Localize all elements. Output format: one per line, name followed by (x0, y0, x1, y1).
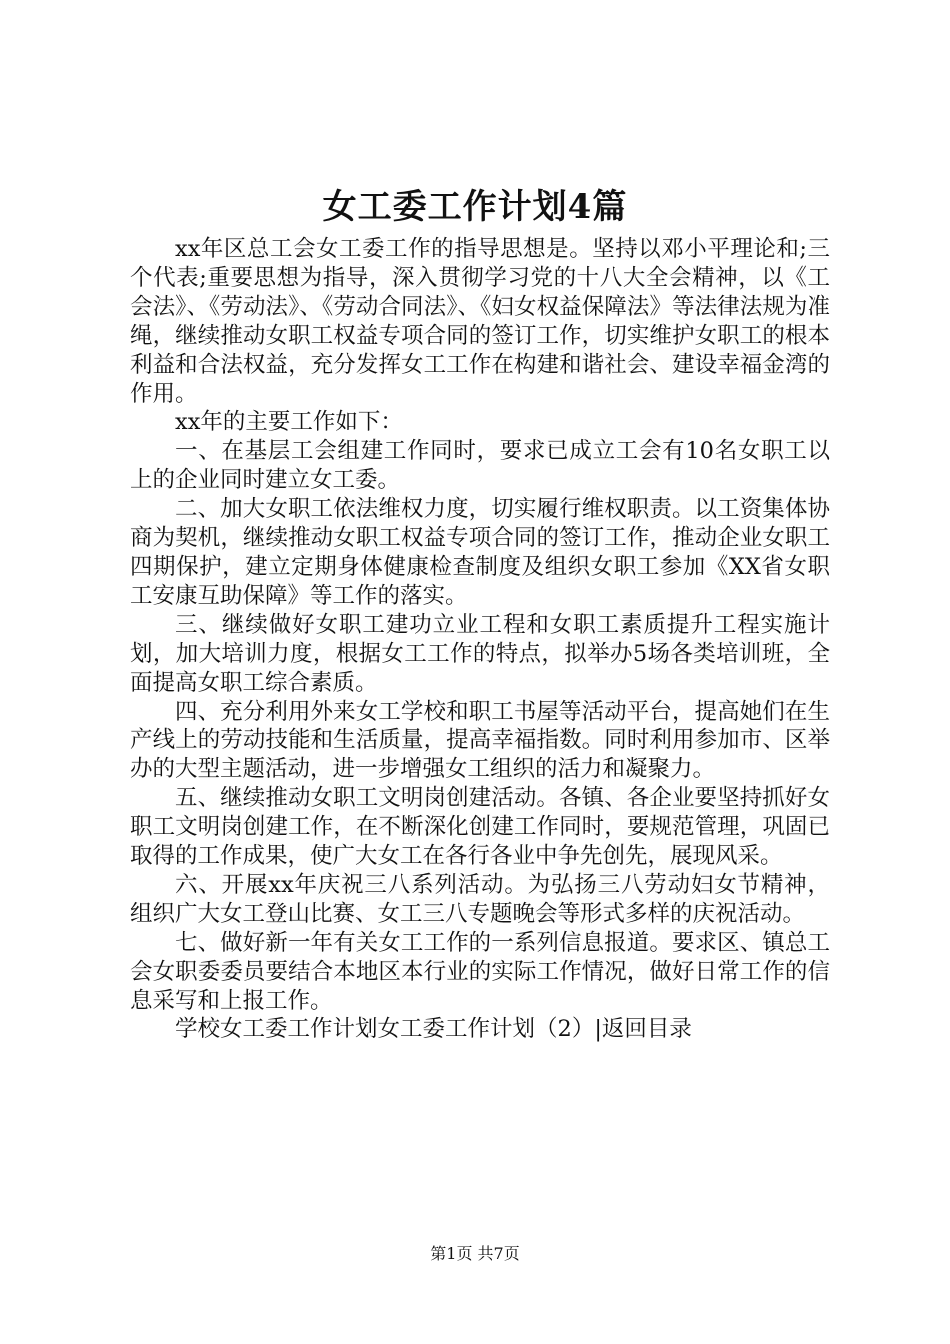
page-footer: 第1页 共7页 (430, 1244, 520, 1263)
paragraph-guiding-thought: xx年区总工会女工委工作的指导思想是。坚持以邓小平理论和;三个代表;重要思想为指导，深入贯彻学习党的十八大全会精神，以《工会法》、《劳动法》、《劳动合同法》、《妇女权益保障法》等法律法规为准绳，继续推动女职工权益专项合同的签订工作，切实维护女职工的根本利益和合法权益，充分发挥女工工作在构建和谐社会、建设幸福金湾的作用。 (130, 236, 830, 407)
paragraph-item-7: 七、做好新一年有关女工工作的一系列信息报道。要求区、镇总工会女职委委员要结合本地区本行业的实际工作情况，做好日常工作的信息采写和上报工作。 (130, 929, 830, 1014)
navigation-links (130, 1015, 830, 1044)
paragraph-item-5: 五、继续推动女职工文明岗创建活动。各镇、各企业要坚持抓好女职工文明岗创建工作，在不断深化创建工作同时，要规范管理，巩固已取得的工作成果，使广大女工在各行各业中争先创先，展现风采。 (130, 785, 830, 870)
back-to-toc-link[interactable]: 返回目录 (601, 1016, 692, 1043)
paragraph-item-3: 三、继续做好女职工建功立业工程和女职工素质提升工程实施计划，加大培训力度，根据女工工作的特点，拟举办5场各类培训班，全面提高女职工综合素质。 (130, 611, 830, 696)
document-title: 女工委工作计划4篇 (322, 187, 628, 227)
document-body (130, 235, 830, 1044)
link-separator: | (594, 1016, 602, 1043)
paragraph-item-6: 六、开展xx年庆祝三八系列活动。为弘扬三八劳动妇女节精神，组织广大女工登山比赛、女工三八专题晚会等形式多样的庆祝活动。 (130, 871, 830, 927)
next-section-link[interactable]: 学校女工委工作计划女工委工作计划（2） (175, 1016, 595, 1043)
paragraph-main-work-intro: xx年的主要工作如下： (175, 409, 403, 436)
paragraph-item-2: 二、加大女职工依法维权力度，切实履行维权职责。以工资集体协商为契机，继续推动女职工权益专项合同的签订工作，推动企业女职工四期保护，建立定期身体健康检查制度及组织女职工参加《XX省女职工安康互助保障》等工作的落实。 (130, 496, 830, 609)
paragraph-item-4: 四、充分利用外来女工学校和职工书屋等活动平台，提高她们在生产线上的劳动技能和生活质量，提高幸福指数。同时利用参加市、区举办的大型主题活动，进一步增强女工组织的活力和凝聚力。 (130, 698, 830, 783)
paragraph-item-1: 一、在基层工会组建工作同时，要求已成立工会有10名女职工以上的企业同时建立女工委。 (130, 438, 830, 494)
